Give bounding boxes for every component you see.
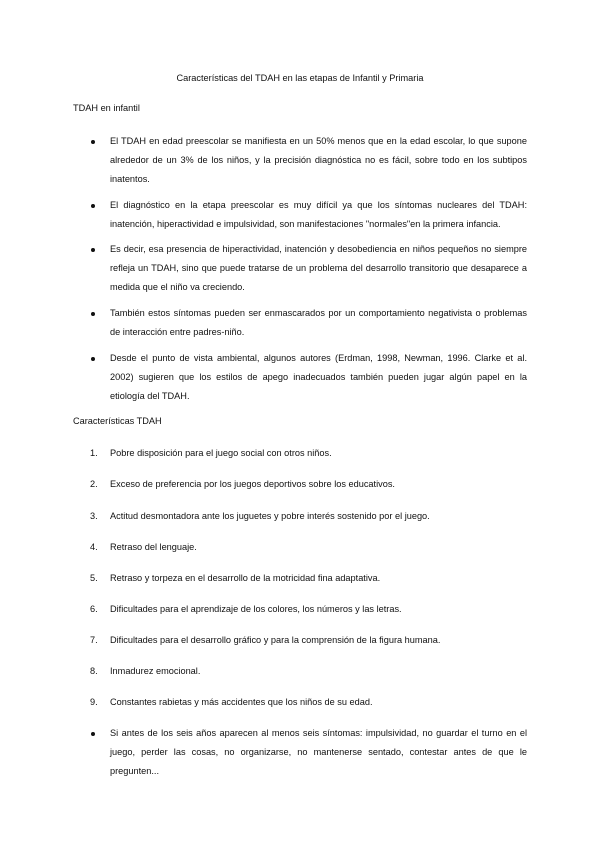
section-heading-caracteristicas: Características TDAH — [73, 416, 162, 426]
item-number: 4. — [90, 542, 98, 552]
numbered-text: Pobre disposición para el juego social con otros niños. — [110, 448, 332, 458]
numbered-text: Retraso del lenguaje. — [110, 542, 197, 552]
bullet-text: También estos síntomas pueden ser enmascarados por un comportamiento negativista o problemas de interacción entre padres-niño. — [110, 308, 527, 337]
bullet-dot — [91, 248, 95, 252]
item-number: 3. — [90, 511, 98, 521]
numbered-text: Dificultades para el aprendizaje de los colores, los números y las letras. — [110, 604, 402, 614]
section-heading-infantil: TDAH en infantil — [73, 103, 140, 113]
bullet-dot — [91, 312, 95, 316]
document-title: Características del TDAH en las etapas de Infantil y Primaria — [176, 73, 424, 83]
bullet-text: El diagnóstico en la etapa preescolar es muy difícil ya que los síntomas nucleares del TDAH: inatención, hiperactividad e impulsividad, son manifestaciones "normales"en la primera infancia. — [110, 200, 527, 229]
numbered-text: Constantes rabietas y más accidentes que los niños de su edad. — [110, 697, 373, 707]
bullet-text: Desde el punto de vista ambiental, algunos autores (Erdman, 1998, Newman, 1996. Clarke et al. 2002) sugieren que los estilos de apego inadecuados también pueden jugar algún papel en la etiología del TDAH. — [110, 353, 527, 401]
numbered-text: Exceso de preferencia por los juegos deportivos sobre los educativos. — [110, 479, 395, 489]
numbered-text: Dificultades para el desarrollo gráfico y para la comprensión de la figura humana. — [110, 635, 441, 645]
bullet-dot — [91, 357, 95, 361]
item-number: 8. — [90, 666, 98, 676]
bullet-dot — [91, 204, 95, 208]
item-number: 1. — [90, 448, 98, 458]
bullet-text: Es decir, esa presencia de hiperactividad, inatención y desobediencia en niños pequeños no siempre refleja un TDAH, sino que puede tratarse de un problema del desarrollo transitorio que desaparece a medida que el niño va creciendo. — [110, 244, 527, 292]
item-number: 9. — [90, 697, 98, 707]
item-number: 6. — [90, 604, 98, 614]
numbered-text: Retraso y torpeza en el desarrollo de la motricidad fina adaptativa. — [110, 573, 381, 583]
item-number: 5. — [90, 573, 98, 583]
numbered-text: Actitud desmontadora ante los juguetes y pobre interés sostenido por el juego. — [110, 511, 430, 521]
bullet-dot — [91, 140, 95, 144]
numbered-text: Inmadurez emocional. — [110, 666, 201, 676]
bullet-text: El TDAH en edad preescolar se manifiesta en un 50% menos que en la edad escolar, lo que supone alrededor de un 3% de los niños, y la precisión diagnóstica no es fácil, sobre todo en los subtipos inatentos. — [110, 136, 527, 184]
bullet-text: Si antes de los seis años aparecen al menos seis síntomas: impulsividad, no guardar el turno en el juego, perder las cosas, no organizarse, no mantenerse sentado, contestar antes de que le pregunten... — [110, 728, 527, 776]
item-number: 7. — [90, 635, 98, 645]
bullet-dot — [91, 732, 95, 736]
item-number: 2. — [90, 479, 98, 489]
